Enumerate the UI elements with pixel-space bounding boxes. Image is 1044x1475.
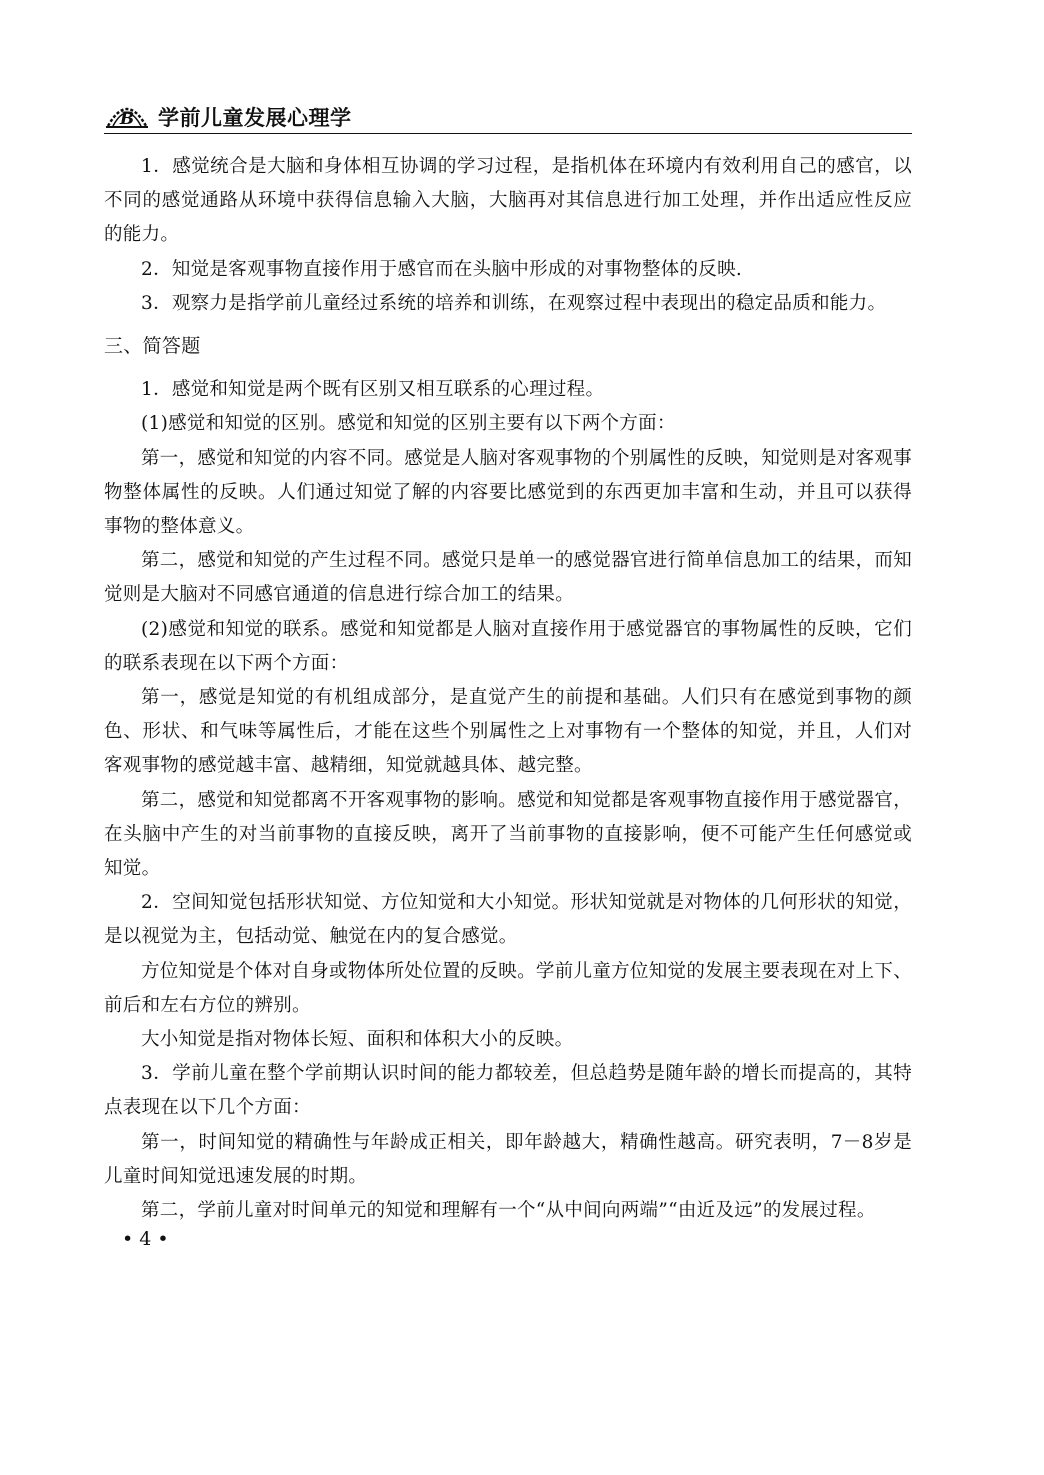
section-heading: 三、简答题: [104, 335, 201, 358]
paragraph: 1．感觉统合是大脑和身体相互协调的学习过程，是指机体在环境内有效利用自己的感官，以不同的感觉通路从环境中获得信息输入大脑，大脑再对其信息进行加工处理，并作出适应性反应的能力。: [104, 156, 912, 246]
page-number: • 4 •: [122, 1228, 169, 1250]
page-header: [104, 96, 912, 134]
paragraph: 方位知觉是个体对自身或物体所处位置的反映。学前儿童方位知觉的发展主要表现在对上下、前后和左右方位的辨别。: [104, 960, 912, 1016]
paragraph: 第二，感觉和知觉的产生过程不同。感觉只是单一的感觉器官进行简单信息加工的结果，而知觉则是大脑对不同感官通道的信息进行综合加工的结果。: [104, 550, 912, 606]
paragraph: 第一，时间知觉的精确性与年龄成正相关，即年龄越大，精确性越高。研究表明，7－8岁是儿童时间知觉迅速发展的时期。: [104, 1131, 912, 1187]
paragraph: 2．知觉是客观事物直接作用于感官而在头脑中形成的对事物整体的反映.: [141, 258, 743, 280]
paragraph: 第一，感觉和知觉的内容不同。感觉是人脑对客观事物的个别属性的反映，知觉则是对客观事物整体属性的反映。人们通过知觉了解的内容要比感觉到的东西更加丰富和生动，并且可以获得事物的整体意义。: [104, 447, 912, 538]
paragraph: 大小知觉是指对物体长短、面积和体积大小的反映。: [141, 1029, 574, 1051]
paragraph: 3．观察力是指学前儿童经过系统的培养和训练，在观察过程中表现出的稳定品质和能力。: [141, 292, 887, 314]
paragraph: 第二，感觉和知觉都离不开客观事物的影响。感觉和知觉都是客观事物直接作用于感觉器官，在头脑中产生的对当前事物的直接反映，离开了当前事物的直接影响，便不可能产生任何感觉或知觉。: [104, 789, 912, 880]
paragraph: 第一，感觉是知觉的有机组成部分，是直觉产生的前提和基础。人们只有在感觉到事物的颜色、形状、和气味等属性后，才能在这些个别属性之上对事物有一个整体的知觉，并且，人们对客观事物的感觉越丰富、越精细，知觉就越具体、越完整。: [104, 687, 912, 777]
paragraph: (1)感觉和知觉的区别。感觉和知觉的区别主要有以下两个方面：: [141, 413, 676, 435]
running-title: 学前儿童发展心理学: [158, 106, 352, 130]
paragraph: 3．学前儿童在整个学前期认识时间的能力都较差，但总趋势是随年龄的增长而提高的，其特点表现在以下几个方面：: [104, 1063, 912, 1119]
publisher-logo-icon: [104, 96, 150, 130]
page-body: [104, 150, 912, 1228]
paragraph: 1．感觉和知觉是两个既有区别又相互联系的心理过程。: [141, 379, 605, 401]
paragraph: 2．空间知觉包括形状知觉、方位知觉和大小知觉。形状知觉就是对物体的几何形状的知觉，是以视觉为主，包括动觉、触觉在内的复合感觉。: [104, 892, 912, 948]
paragraph: 第二，学前儿童对时间单元的知觉和理解有一个“从中间向两端”“由近及远”的发展过程。: [141, 1200, 876, 1222]
svg-text:B: B: [119, 109, 135, 129]
header-rule: [104, 133, 912, 134]
paragraph: (2)感觉和知觉的联系。感觉和知觉都是人脑对直接作用于感觉器官的事物属性的反映，它们的联系表现在以下两个方面：: [104, 618, 912, 674]
